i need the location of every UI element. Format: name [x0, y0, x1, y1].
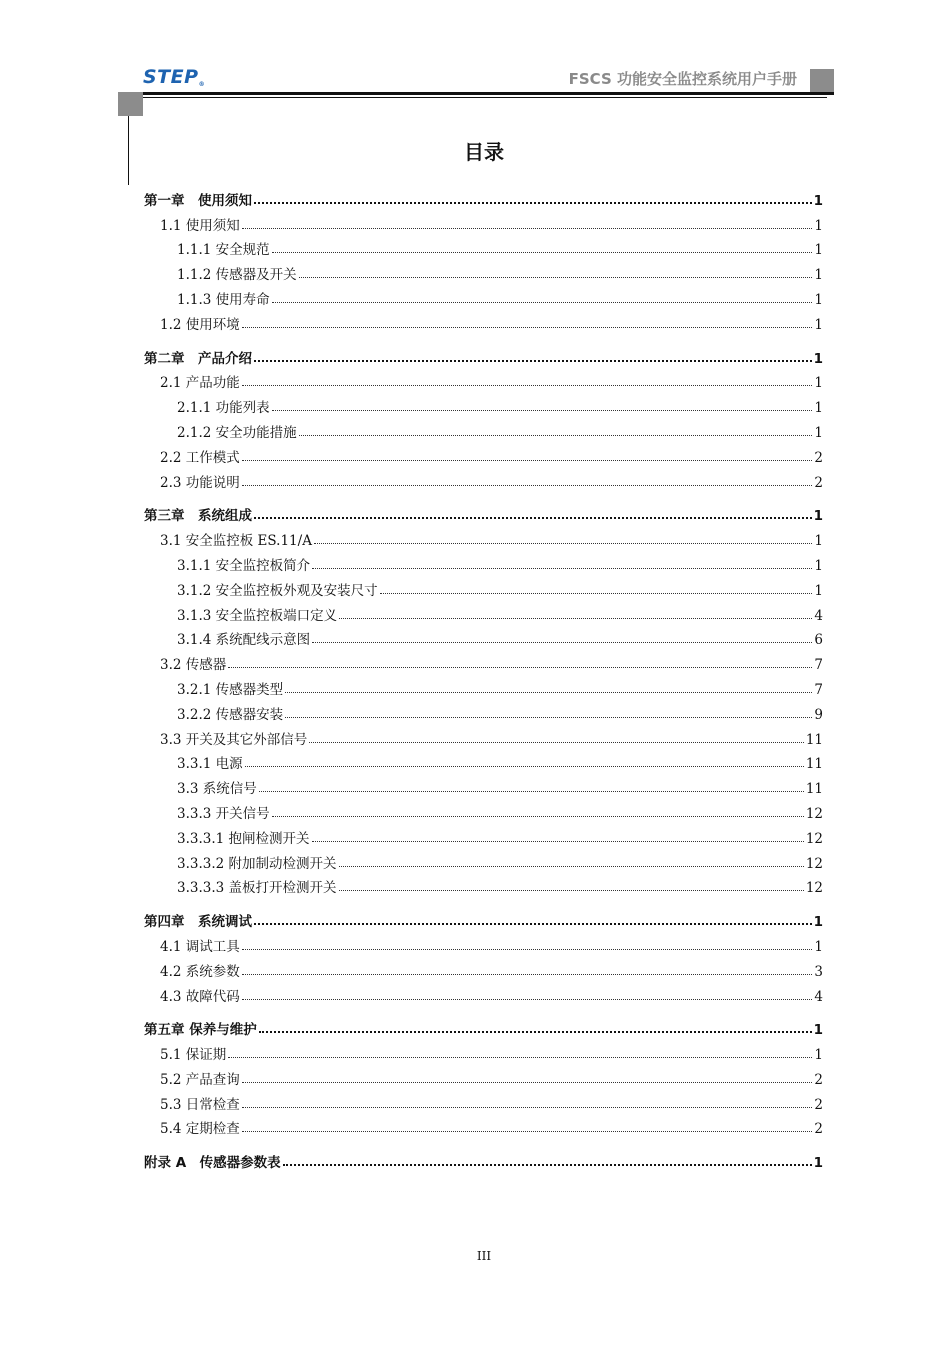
- toc-entry[interactable]: [144, 980, 823, 1005]
- toc-dot-leader: [254, 202, 812, 204]
- toc-entry-title: 3.1.2 安全监控板外观及安装尺寸: [177, 582, 378, 599]
- toc-entry[interactable]: [144, 847, 823, 872]
- toc-dot-leader: [272, 252, 813, 253]
- toc-dot-leader: [254, 517, 812, 519]
- toc-dot-leader: [242, 228, 813, 229]
- toc-dot-leader: [312, 841, 804, 842]
- toc-dot-leader: [339, 890, 804, 891]
- toc-dot-leader: [242, 385, 813, 386]
- step-logo: [143, 66, 205, 88]
- toc-dot-leader: [339, 866, 804, 867]
- toc-dot-leader: [242, 327, 813, 328]
- toc-entry[interactable]: [144, 234, 823, 259]
- toc-dot-leader: [242, 1107, 813, 1108]
- toc-entry[interactable]: [144, 209, 823, 234]
- toc-dot-leader: [259, 1031, 812, 1033]
- toc-chapter-entry[interactable]: [144, 500, 823, 525]
- toc-entry-title: 5.3 日常检查: [160, 1096, 240, 1113]
- toc-dot-leader: [228, 1057, 812, 1058]
- margin-decoration-square: [118, 92, 143, 116]
- toc-entry-title: 1.1.3 使用寿命: [177, 291, 270, 308]
- toc-page-number: 12: [805, 805, 823, 822]
- toc-page-number: 9: [814, 706, 823, 723]
- toc-entry-title: 5.2 产品查询: [160, 1071, 240, 1088]
- toc-dot-leader: [242, 485, 813, 486]
- toc-page-number: 12: [805, 830, 823, 847]
- toc-entry[interactable]: [144, 648, 823, 673]
- toc-dot-leader: [339, 618, 812, 619]
- logo-text: STEP: [143, 66, 199, 88]
- toc-page-number: 1: [814, 533, 823, 550]
- toc-dot-leader: [299, 435, 813, 436]
- toc-entry[interactable]: [144, 466, 823, 491]
- toc-entry[interactable]: [144, 308, 823, 333]
- toc-page-number: 11: [805, 731, 823, 748]
- toc-page-number: 1: [814, 424, 823, 441]
- toc-dot-leader: [272, 302, 813, 303]
- toc-entry[interactable]: [144, 822, 823, 847]
- toc-entry-title: 3.3.1 电源: [177, 756, 243, 773]
- toc-entry[interactable]: [144, 524, 823, 549]
- toc-page-number: 1: [814, 1047, 823, 1064]
- toc-entry-title: 3.1.1 安全监控板简介: [177, 557, 311, 574]
- toc-page-number: 1: [813, 192, 823, 209]
- toc-entry-title: 第二章 产品介绍: [144, 350, 252, 367]
- toc-dot-leader: [242, 999, 813, 1000]
- toc-chapter-entry[interactable]: [144, 905, 823, 930]
- toc-entry[interactable]: [144, 673, 823, 698]
- header-decoration-square: [810, 69, 834, 93]
- toc-entry[interactable]: [144, 624, 823, 649]
- toc-entry[interactable]: [144, 797, 823, 822]
- header-rule-thick: [143, 92, 834, 95]
- toc-chapter-entry[interactable]: [144, 1014, 823, 1039]
- toc-page-number: 1: [813, 914, 823, 931]
- toc-entry-title: 3.3.3.2 附加制动检测开关: [177, 855, 337, 872]
- toc-entry-title: 第三章 系统组成: [144, 508, 252, 525]
- manual-title: FSCS 功能安全监控系统用户手册: [568, 70, 797, 88]
- toc-entry-title: 5.4 定期检查: [160, 1121, 240, 1138]
- toc-entry-title: 2.1 产品功能: [160, 375, 240, 392]
- toc-dot-leader: [312, 642, 812, 643]
- toc-page-number: 1: [814, 242, 823, 259]
- toc-dot-leader: [242, 460, 813, 461]
- toc-entry-title: 3.2 传感器: [160, 657, 227, 674]
- toc-page-number: 6: [814, 632, 823, 649]
- toc-title: 目录: [464, 140, 504, 164]
- toc-entry-title: 3.1 安全监控板 ES.11/A: [160, 533, 312, 550]
- toc-page-number: 1: [814, 557, 823, 574]
- toc-page-number: 12: [805, 880, 823, 897]
- toc-entry[interactable]: [144, 258, 823, 283]
- toc-page-number: 1: [813, 1022, 823, 1039]
- toc-entry[interactable]: [144, 955, 823, 980]
- toc-page-number: 11: [805, 781, 823, 798]
- toc-entry[interactable]: [144, 1038, 823, 1063]
- toc-entry-title: 3.3 开关及其它外部信号: [160, 731, 308, 748]
- toc-entry-title: 1.1.2 传感器及开关: [177, 267, 297, 284]
- toc-entry-title: 附录 A 传感器参数表: [144, 1155, 281, 1172]
- toc-chapter-entry[interactable]: [144, 184, 823, 209]
- toc-dot-leader: [285, 692, 812, 693]
- toc-entry-title: 2.1.1 功能列表: [177, 400, 270, 417]
- toc-dot-leader: [314, 543, 812, 544]
- toc-page-number: 1: [814, 938, 823, 955]
- toc-dot-leader: [285, 717, 812, 718]
- toc-entry[interactable]: [144, 748, 823, 773]
- header-rule-thin: [143, 97, 827, 98]
- toc-entry[interactable]: [144, 698, 823, 723]
- toc-dot-leader: [259, 791, 804, 792]
- toc-entry-title: 2.3 功能说明: [160, 474, 240, 491]
- toc-entry[interactable]: [144, 549, 823, 574]
- toc-dot-leader: [228, 667, 812, 668]
- toc-gap: [144, 333, 823, 342]
- toc-dot-leader: [242, 1082, 813, 1083]
- toc-entry-title: 3.1.4 系统配线示意图: [177, 632, 311, 649]
- toc-entry-title: 3.3.3.1 抱闸检测开关: [177, 830, 310, 847]
- toc-dot-leader: [312, 568, 812, 569]
- toc-entry[interactable]: [144, 772, 823, 797]
- toc-entry[interactable]: [144, 367, 823, 392]
- toc-entry-title: 4.1 调试工具: [160, 938, 240, 955]
- toc-dot-leader: [245, 766, 804, 767]
- toc-page-number: 1: [813, 1155, 823, 1172]
- toc-entry[interactable]: [144, 1063, 823, 1088]
- toc-entry[interactable]: [144, 391, 823, 416]
- toc-entry-title: 1.1 使用须知: [160, 217, 240, 234]
- toc-entry-title: 3.3.3 开关信号: [177, 805, 270, 822]
- toc-dot-leader: [242, 974, 813, 975]
- toc-entry-title: 1.2 使用环境: [160, 316, 240, 333]
- toc-entry-title: 3.2.2 传感器安装: [177, 706, 284, 723]
- toc-page-number: 1: [813, 350, 823, 367]
- toc-entry[interactable]: [144, 574, 823, 599]
- toc-page-number: 7: [814, 681, 823, 698]
- toc-dot-leader: [272, 410, 813, 411]
- toc-page-number: 2: [814, 474, 823, 491]
- toc-dot-leader: [283, 1164, 812, 1166]
- toc-dot-leader: [242, 949, 813, 950]
- toc-entry[interactable]: [144, 872, 823, 897]
- toc-entry-title: 3.2.1 传感器类型: [177, 681, 284, 698]
- toc-page-number: 1: [813, 508, 823, 525]
- toc-entry[interactable]: [144, 441, 823, 466]
- toc-gap: [144, 1005, 823, 1014]
- toc-page-number: 4: [814, 988, 823, 1005]
- toc-entry-title: 4.3 故障代码: [160, 988, 240, 1005]
- toc-entry-title: 5.1 保证期: [160, 1047, 227, 1064]
- toc-page-number: 7: [814, 657, 823, 674]
- toc-entry[interactable]: [144, 723, 823, 748]
- toc-entry[interactable]: [144, 599, 823, 624]
- toc-dot-leader: [272, 816, 804, 817]
- toc-page-number: 1: [814, 375, 823, 392]
- toc-entry-title: 第四章 系统调试: [144, 914, 252, 931]
- toc-gap: [144, 1137, 823, 1146]
- toc-entry-title: 3.1.3 安全监控板端口定义: [177, 607, 338, 624]
- toc-gap: [144, 896, 823, 905]
- toc-dot-leader: [299, 277, 813, 278]
- toc-entry-title: 第五章 保养与维护: [144, 1022, 257, 1039]
- toc-page-number: 2: [814, 1071, 823, 1088]
- toc-entry-title: 2.1.2 安全功能措施: [177, 424, 297, 441]
- toc-entry-title: 3.3 系统信号: [177, 781, 257, 798]
- table-of-contents: [144, 184, 823, 1171]
- toc-page-number: 3: [814, 963, 823, 980]
- toc-page-number: 1: [814, 267, 823, 284]
- toc-gap: [144, 491, 823, 500]
- toc-entry-title: 第一章 使用须知: [144, 192, 252, 209]
- logo-registered-mark: ®: [198, 81, 206, 88]
- toc-page-number: 1: [814, 316, 823, 333]
- toc-entry[interactable]: [144, 283, 823, 308]
- toc-chapter-entry[interactable]: [144, 1146, 823, 1171]
- toc-page-number: 1: [814, 582, 823, 599]
- toc-page-number: 4: [814, 607, 823, 624]
- toc-page-number: 1: [814, 217, 823, 234]
- page-number: III: [476, 1249, 492, 1263]
- toc-page-number: 1: [814, 291, 823, 308]
- toc-page-number: 1: [814, 400, 823, 417]
- toc-entry[interactable]: [144, 1113, 823, 1138]
- toc-entry[interactable]: [144, 930, 823, 955]
- toc-page-number: 2: [814, 449, 823, 466]
- toc-page-number: 2: [814, 1121, 823, 1138]
- toc-page-number: 11: [805, 756, 823, 773]
- toc-entry-title: 3.3.3.3 盖板打开检测开关: [177, 880, 337, 897]
- toc-dot-leader: [254, 360, 812, 362]
- toc-entry-title: 2.2 工作模式: [160, 449, 240, 466]
- toc-entry-title: 4.2 系统参数: [160, 963, 240, 980]
- toc-dot-leader: [380, 593, 813, 594]
- toc-entry[interactable]: [144, 416, 823, 441]
- toc-page-number: 12: [805, 855, 823, 872]
- toc-entry[interactable]: [144, 1088, 823, 1113]
- toc-page-number: 2: [814, 1096, 823, 1113]
- toc-dot-leader: [254, 923, 812, 925]
- toc-dot-leader: [309, 742, 804, 743]
- toc-entry-title: 1.1.1 安全规范: [177, 242, 270, 259]
- toc-dot-leader: [242, 1131, 813, 1132]
- toc-chapter-entry[interactable]: [144, 342, 823, 367]
